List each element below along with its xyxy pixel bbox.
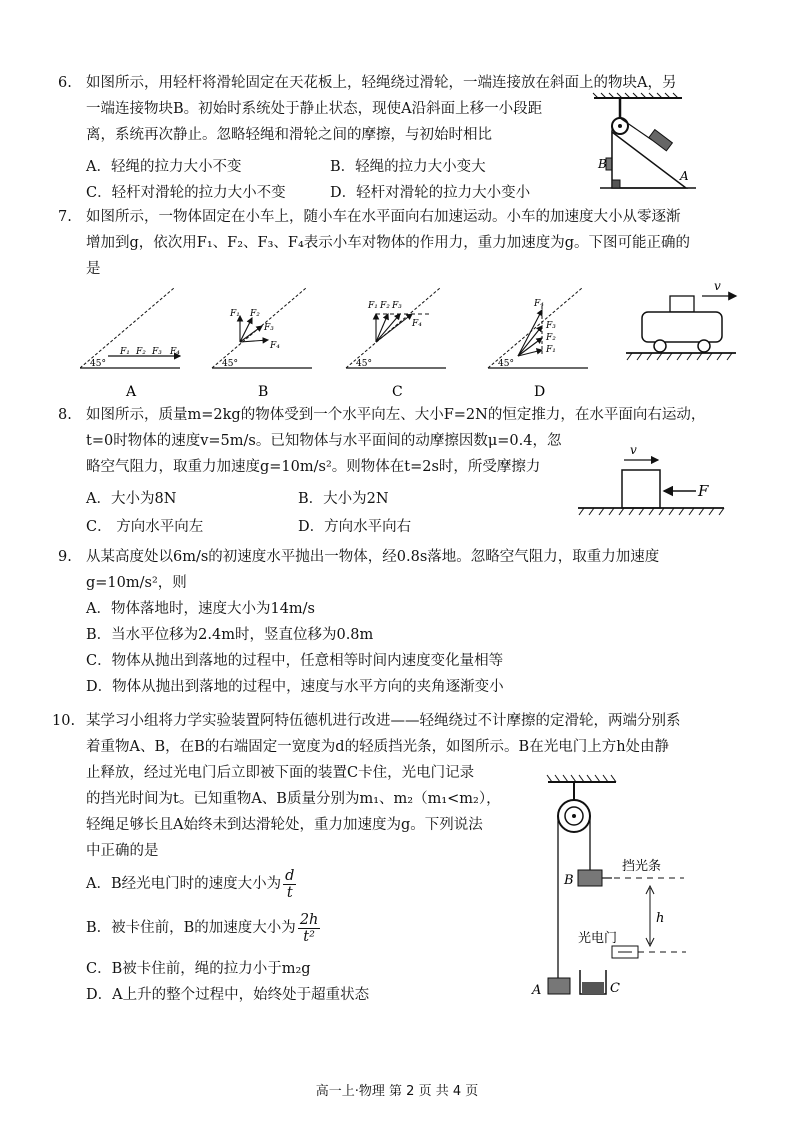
stem-line: 从某高度处以6m/s的初速度水平抛出一物体，经0.8s落地。忽略空气阻力，取重力加速度 [86, 549, 660, 565]
option-a-text: A．B经光电门时的速度大小为 [86, 876, 282, 892]
force-label: F₄ [270, 341, 280, 351]
diagram-label: D [534, 384, 546, 400]
stem-line: t=0时物体的速度v=5m/s。已知物体与水平面间的动摩擦因数μ=0.4，忽 [86, 433, 562, 449]
diagram-label: C [392, 384, 403, 400]
option-a: A．物体落地时，速度大小为14m/s [86, 601, 315, 617]
force-label: F₄ [170, 347, 180, 357]
block-b-label: B [598, 157, 607, 171]
stem-line: 中正确的是 [86, 843, 159, 859]
force-label: F₃ [264, 323, 274, 333]
question-number: 6. [58, 75, 72, 91]
stem-line: 止释放，经过光电门后立即被下面的装置C卡住，光电门记录 [86, 765, 475, 781]
diagram-label: A [126, 384, 137, 400]
option-a: A．轻绳的拉力大小不变 [86, 159, 242, 175]
block-a-label: A [680, 169, 689, 183]
question-number: 10. [52, 713, 76, 729]
numerator: 2h [299, 911, 319, 928]
force-label: F₁ [368, 301, 378, 311]
fraction-2h-over-t2 [298, 912, 321, 945]
force-label: F₃ [546, 321, 556, 331]
denominator: t [286, 884, 293, 901]
photogate-label: 光电门 [578, 931, 618, 946]
stem-line: 略空气阻力，取重力加速度g=10m/s²。则物体在t=2s时，所受摩擦力 [86, 459, 541, 475]
question-stem [86, 70, 676, 148]
stem-line: 轻绳足够长且A始终未到达滑轮处，重力加速度为g。下列说法 [86, 817, 483, 833]
force-label: F₄ [412, 319, 422, 329]
force-label: F₂ [546, 333, 556, 343]
diagram-d [488, 288, 588, 400]
option-c: C．物体从抛出到落地的过程中，任意相等时间内速度变化量相等 [86, 653, 504, 669]
angle-label: 45° [90, 359, 106, 369]
stem-line: 一端连接物块B。初始时系统处于静止状态，现使A沿斜面上移一小段距 [86, 101, 543, 117]
q8-block-figure [576, 444, 726, 524]
option-c: C．B被卡住前，绳的拉力小于m₂g [86, 961, 311, 977]
force-label: F₂ [250, 309, 260, 319]
question-number: 8. [58, 407, 72, 423]
force-label: F₃ [392, 301, 402, 311]
stem-line: 离，系统再次静止。忽略轻绳和滑轮之间的摩擦，与初始时相比 [86, 127, 492, 143]
diagram-a [80, 288, 180, 400]
height-label: h [656, 911, 665, 926]
page-footer: 高一上·物理 第 2 页 共 4 页 [315, 1084, 479, 1099]
option-b-text: B．被卡住前，B的加速度大小为 [86, 920, 296, 936]
option-d: D．A上升的整个过程中，始终处于超重状态 [86, 987, 370, 1003]
numerator: d [285, 867, 295, 884]
force-label: F₂ [136, 347, 146, 357]
force-label: F [698, 482, 709, 500]
option-d: D．轻杆对滑轮的拉力大小变小 [330, 185, 531, 201]
option-d: D．方向水平向右 [298, 519, 412, 535]
angle-label: 45° [498, 359, 514, 369]
option-b: B．轻绳的拉力大小变大 [330, 159, 486, 175]
angle-label: 45° [222, 359, 238, 369]
strip-label: 挡光条 [622, 859, 662, 874]
stem-line: 如图所示，一物体固定在小车上，随小车在水平面向右加速运动。小车的加速度大小从零逐渐 [86, 209, 681, 225]
option-d: D．物体从抛出到落地的过程中，速度与水平方向的夹角逐渐变小 [86, 679, 504, 695]
q7-force-diagrams [80, 282, 600, 402]
option-b: B．当水平位移为2.4m时，竖直位移为0.8m [86, 627, 374, 643]
question-stem [86, 544, 659, 700]
denominator: t² [303, 928, 315, 945]
mass-b-label: B [564, 873, 574, 888]
question-7 [58, 204, 758, 284]
stem-line: 某学习小组将力学实验装置阿特伍德机进行改进——轻绳绕过不计摩擦的定滑轮，两端分别系 [86, 713, 681, 729]
fraction-d-over-t [283, 868, 296, 901]
diagram-b [212, 288, 312, 400]
question-number: 9. [58, 549, 72, 565]
stem-line: 如图所示，用轻杆将滑轮固定在天花板上，轻绳绕过滑轮，一端连接放在斜面上的物块A，另 [86, 75, 677, 91]
stem-line: 是 [86, 261, 101, 277]
option-b [86, 910, 320, 946]
option-a [86, 866, 296, 902]
stem-line: 增加到g，依次用F₁、F₂、F₃、F₄表示小车对物体的作用力，重力加速度为g。下图可能正确的 [86, 235, 691, 251]
force-label: F₂ [380, 301, 390, 311]
stem-line: 如图所示，质量m=2kg的物体受到一个水平向左、大小F=2N的恒定推力，在水平面向右运动， [86, 407, 706, 423]
question-number: 7. [58, 209, 72, 225]
option-c: C． 方向水平向左 [86, 519, 204, 535]
stem-line: g=10m/s²，则 [86, 575, 187, 591]
force-label: F₁ [546, 345, 556, 355]
force-label: F₄ [534, 299, 544, 309]
diagram-c [346, 288, 446, 400]
q6-pulley-incline-figure [590, 92, 700, 196]
mass-a-label: A [532, 983, 542, 998]
angle-label: 45° [356, 359, 372, 369]
force-label: F₁ [120, 347, 130, 357]
option-a: A．大小为8N [86, 491, 177, 507]
device-c-label: C [610, 981, 620, 996]
question-9 [58, 544, 758, 704]
question-stem [86, 204, 690, 282]
stem-line: 着重物A、B，在B的右端固定一宽度为d的轻质挡光条，如图所示。B在光电门上方h处由静 [86, 739, 670, 755]
q7-cart-figure [622, 280, 740, 370]
velocity-label: v [630, 444, 637, 457]
stem-line: 的挡光时间为t。已知重物A、B质量分别为m₁、m₂（m₁<m₂）， [86, 791, 501, 807]
option-c: C．轻杆对滑轮的拉力大小不变 [86, 185, 286, 201]
option-b: B．大小为2N [298, 491, 389, 507]
q10-atwood-figure [526, 772, 696, 1008]
force-label: F₃ [152, 347, 162, 357]
velocity-label: v [714, 280, 721, 293]
force-label: F₁ [230, 309, 240, 319]
diagram-label: B [258, 384, 269, 400]
